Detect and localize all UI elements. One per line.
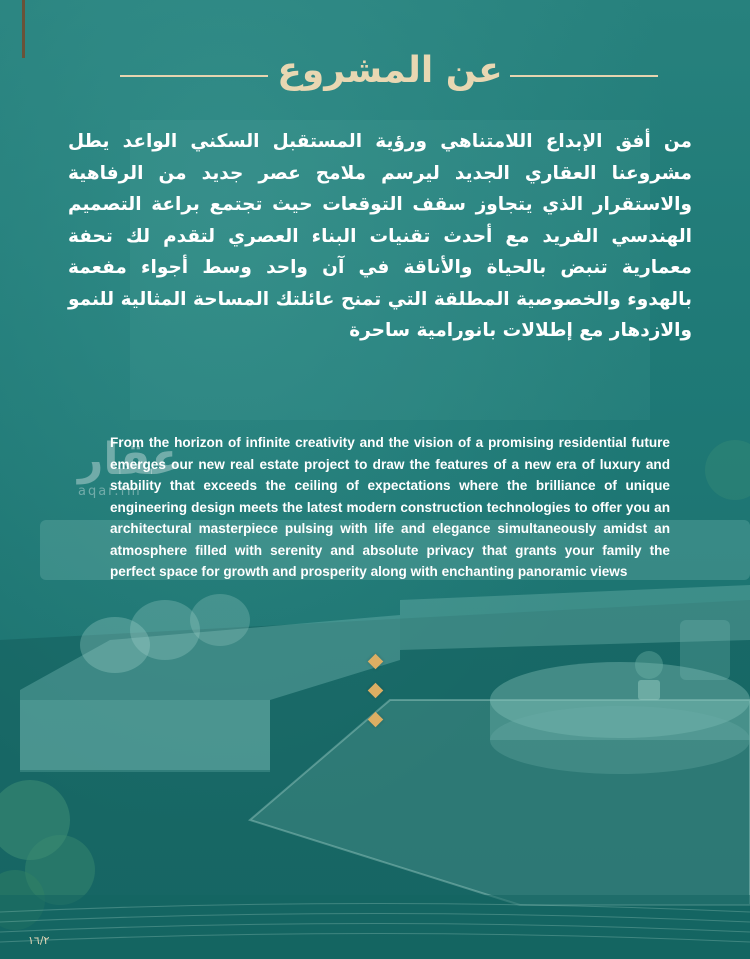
title-right-line (510, 75, 658, 77)
english-description: From the horizon of infinite creativity and the vision of a promising residential future emerges our new real estate project to draw the features of a new era of luxury and stability that exceeds the ceiling of expectations where the brilliance of unique engineering design meets the latest modern construction technologies to offer you an architectural masterpiece pulsing with life and elegance simultaneously amidst an atmosphere filled with serenity and absolute privacy that grants your family the perfect space for growth and prosperity along with enchanting panoramic views (110, 435, 670, 579)
arabic-description: من أفق الإبداع اللامتناهي ورؤية المستقبل السكني الواعد يطل مشروعنا العقاري الجديد ليرسم ملامح عصر جديد من الرفاهية والاستقرار الذي يتجاوز سقف التوقعات حيث تجتمع براعة التصميم الهندسي الفريد مع أحدث تقنيات البناء العصري لتقدم لك تحفة معمارية تنبض بالحياة والأناقة في آن واحد وسط أجواء مفعمة بالهدوء والخصوصية المطلقة التي تمنح عائلتك المساحة المثالية للنمو والازدهار مع إطلالات بانورامية ساحرة (68, 131, 692, 341)
watermark-arabic: عقار (78, 434, 182, 485)
diamond-icon (367, 654, 383, 670)
diamond-icon (367, 683, 383, 699)
section-header (0, 46, 750, 96)
diamond-ornament (364, 656, 386, 743)
title-left-line (120, 75, 268, 77)
diamond-icon (367, 712, 383, 728)
page-title: عن المشروع (277, 50, 503, 91)
page-number: ١٦/٢ (28, 934, 50, 947)
watermark-latin: aqar.fm (78, 484, 142, 499)
